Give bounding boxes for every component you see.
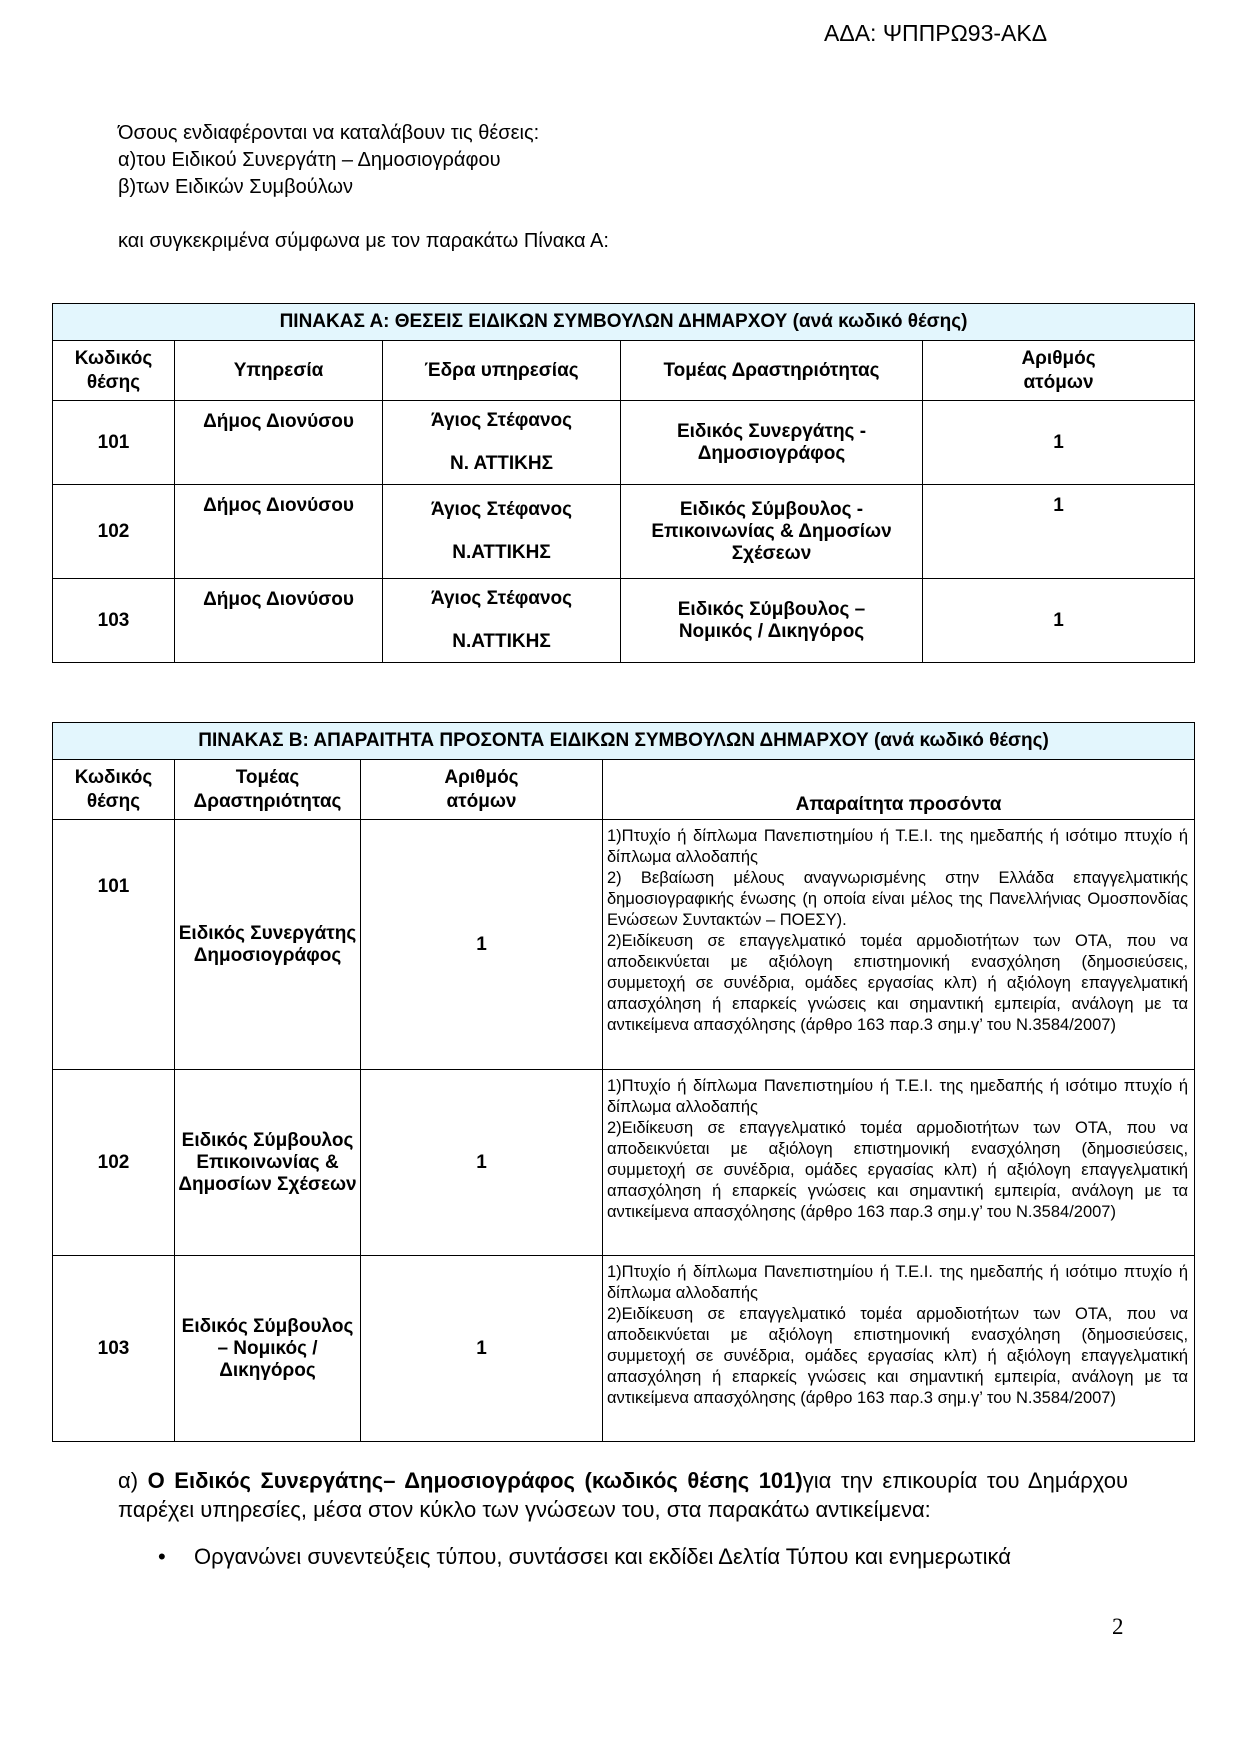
paragraph-prefix: α) xyxy=(118,1468,148,1493)
cell-sector: Ειδικός Σύμβουλος - Επικοινωνίας & Δημοσίων Σχέσεων xyxy=(621,485,923,579)
cell-qualifications: 1)Πτυχίο ή δίπλωμα Πανεπιστημίου ή Τ.Ε.Ι. της ημεδαπής ή ισότιμο πτυχίο ή δίπλωμα αλλοδαπής 2)Ειδίκευση σε επαγγελματικό τομέα αρμοδιοτήτων των ΟΤΑ, που να αποδεικνύεται με αξιόλογη επιστημονική ενασχόληση (δημοσιεύσεις, συμμετοχή σε συνέδρια, ομάδες εργασίας κλπ) ή αξιόλογη επαγγελματική απασχόληση ή επαρκείς γνώσεις και σημαντική εμπειρία, ανάλογη με τα αντικείμενα απασχόλησης (άρθρο 163 παρ.3 σημ.γ’ του Ν.3584/2007) xyxy=(603,1256,1195,1442)
intro-line: α)του Ειδικού Συνεργάτη – Δημοσιογράφου xyxy=(118,149,501,171)
cell-service: Δήμος Διονύσου xyxy=(175,579,383,663)
table-a xyxy=(52,303,1195,663)
cell-sector: Ειδικός Σύμβουλος – Νομικός / Δικηγόρος xyxy=(175,1256,361,1442)
table-row xyxy=(53,485,1195,579)
header-count: Αριθμός ατόμων xyxy=(923,341,1195,401)
cell-code: 103 xyxy=(53,1256,175,1442)
table-row xyxy=(53,1070,1195,1256)
header-code: Κωδικός θέσης xyxy=(53,760,175,820)
table-row xyxy=(53,820,1195,1070)
bullet-item xyxy=(158,1542,1011,1571)
cell-code: 102 xyxy=(53,1070,175,1256)
cell-count: 1 xyxy=(923,485,1195,579)
cell-count: 1 xyxy=(923,401,1195,485)
cell-count: 1 xyxy=(923,579,1195,663)
cell-code: 101 xyxy=(53,401,175,485)
cell-count: 1 xyxy=(361,1256,603,1442)
header-seat: Έδρα υπηρεσίας xyxy=(383,341,621,401)
header-sector: Τομέας Δραστηριότητας xyxy=(621,341,923,401)
cell-seat: Άγιος Στέφανος Ν. ΑΤΤΙΚΗΣ xyxy=(383,401,621,485)
header-qualifications: Απαραίτητα προσόντα xyxy=(603,760,1195,820)
intro-text xyxy=(118,120,609,255)
header-service: Υπηρεσία xyxy=(175,341,383,401)
intro-line: β)των Ειδικών Συμβούλων xyxy=(118,176,353,198)
bullet-text: Οργανώνει συνεντεύξεις τύπου, συντάσσει και εκδίδει Δελτία Τύπου και ενημερωτικά xyxy=(194,1544,1011,1569)
body-paragraph xyxy=(118,1466,1128,1524)
paragraph-bold: Ο Ειδικός Συνεργάτης– Δημοσιογράφος (κωδικός θέσης 101) xyxy=(147,1468,803,1493)
cell-service: Δήμος Διονύσου xyxy=(175,485,383,579)
ada-reference: ΑΔΑ: ΨΠΠΡΩ93-ΑΚΔ xyxy=(824,20,1048,46)
cell-count: 1 xyxy=(361,820,603,1070)
cell-qualifications: 1)Πτυχίο ή δίπλωμα Πανεπιστημίου ή Τ.Ε.Ι. της ημεδαπής ή ισότιμο πτυχίο ή δίπλωμα αλλοδαπής 2) Βεβαίωση μέλους αναγνωρισμένης στην Ελλάδα επαγγελματικής δημοσιογραφικής ένωσης (η οποία είναι μέλος της Πανελλήνιας Ομοσπονδίας Ενώσεων Συντακτών – ΠΟΕΣΥ). 2)Ειδίκευση σε επαγγελματικό τομέα αρμοδιοτήτων των ΟΤΑ, που να αποδεικνύεται με αξιόλογη επιστημονική ενασχόληση (δημοσιεύσεις, συμμετοχή σε συνέδρια, ομάδες εργασίας κλπ) ή αξιόλογη επαγγελματική απασχόληση ή επαρκείς γνώσεις και σημαντική εμπειρία, ανάλογη με τα αντικείμενα απασχόλησης (άρθρο 163 παρ.3 σημ.γ’ του Ν.3584/2007) xyxy=(603,820,1195,1070)
table-a-caption: ΠΙΝΑΚΑΣ Α: ΘΕΣΕΙΣ ΕΙΔΙΚΩΝ ΣΥΜΒΟΥΛΩΝ ΔΗΜΑΡΧΟΥ (ανά κωδικό θέσης) xyxy=(53,304,1195,341)
intro-line: και συγκεκριμένα σύμφωνα με τον παρακάτω Πίνακα Α: xyxy=(118,230,609,252)
intro-line: Όσους ενδιαφέρονται να καταλάβουν τις θέσεις: xyxy=(118,122,540,144)
header-sector: Τομέας Δραστηριότητας xyxy=(175,760,361,820)
cell-sector: Ειδικός Συνεργάτης - Δημοσιογράφος xyxy=(621,401,923,485)
page-number: 2 xyxy=(1112,1614,1124,1639)
cell-code: 101 xyxy=(53,820,175,1070)
table-b xyxy=(52,722,1195,1442)
cell-code: 102 xyxy=(53,485,175,579)
table-b-caption: ΠΙΝΑΚΑΣ Β: ΑΠΑΡΑΙΤΗΤΑ ΠΡΟΣΟΝΤΑ ΕΙΔΙΚΩΝ ΣΥΜΒΟΥΛΩΝ ΔΗΜΑΡΧΟΥ (ανά κωδικό θέσης) xyxy=(53,723,1195,760)
paragraph-rest: για την επικουρία του Δημάρχου παρέχει υπηρεσίες, μέσα στον κύκλο των γνώσεων του, στα παρακάτω αντικείμενα: xyxy=(118,1468,1128,1522)
table-row xyxy=(53,579,1195,663)
cell-code: 103 xyxy=(53,579,175,663)
cell-seat: Άγιος Στέφανος Ν.ΑΤΤΙΚΗΣ xyxy=(383,579,621,663)
table-row xyxy=(53,401,1195,485)
cell-count: 1 xyxy=(361,1070,603,1256)
header-code: Κωδικός θέσης xyxy=(53,341,175,401)
header-count: Αριθμός ατόμων xyxy=(361,760,603,820)
cell-sector: Ειδικός Σύμβουλος – Νομικός / Δικηγόρος xyxy=(621,579,923,663)
cell-seat: Άγιος Στέφανος Ν.ΑΤΤΙΚΗΣ xyxy=(383,485,621,579)
table-row xyxy=(53,1256,1195,1442)
bullet-icon: • xyxy=(158,1544,166,1569)
cell-sector: Ειδικός Συνεργάτης Δημοσιογράφος xyxy=(175,820,361,1070)
cell-service: Δήμος Διονύσου xyxy=(175,401,383,485)
cell-sector: Ειδικός Σύμβουλος Επικοινωνίας & Δημοσίων Σχέσεων xyxy=(175,1070,361,1256)
cell-qualifications: 1)Πτυχίο ή δίπλωμα Πανεπιστημίου ή Τ.Ε.Ι. της ημεδαπής ή ισότιμο πτυχίο ή δίπλωμα αλλοδαπής 2)Ειδίκευση σε επαγγελματικό τομέα αρμοδιοτήτων των ΟΤΑ, που να αποδεικνύεται με αξιόλογη επιστημονική ενασχόληση (δημοσιεύσεις, συμμετοχή σε συνέδρια, ομάδες εργασίας κλπ) ή αξιόλογη επαγγελματική απασχόληση ή επαρκείς γνώσεις και σημαντική εμπειρία, ανάλογη με τα αντικείμενα απασχόλησης (άρθρο 163 παρ.3 σημ.γ’ του Ν.3584/2007) xyxy=(603,1070,1195,1256)
